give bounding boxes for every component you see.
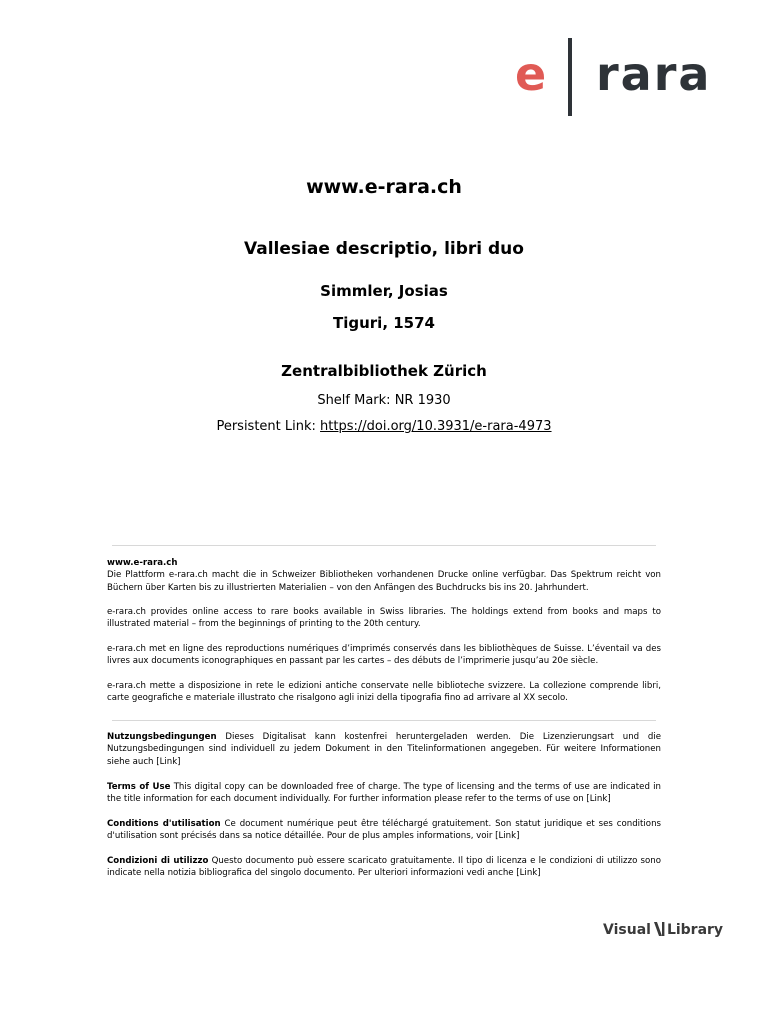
terms-en — [107, 781, 661, 806]
about-text-it: e-rara.ch mette a disposizione in rete le edizioni antiche conservate nelle biblioteche svizzere. La collezione comprende libri, carte geografiche e materiale illustrato che risalgono agli inizi della tipografia fino ad arrivare al XX secolo. — [107, 681, 661, 704]
persistent-link — [0, 419, 768, 434]
terms-text-en: This digital copy can be downloaded free of charge. The type of licensing and the terms of use are indicated in the title information for each document individually. For further information please refer to the terms of use on [Link] — [107, 782, 661, 805]
about-text-en: e-rara.ch provides online access to rare books available in Swiss libraries. The holdings extend from books and maps to illustrated material – from the beginnings of printing to the 20th century. — [107, 607, 661, 630]
divider — [112, 545, 656, 546]
terms-label-it: Condizioni di utilizzo — [107, 856, 209, 866]
about-it — [107, 680, 661, 705]
about-text-de: Die Plattform e-rara.ch macht die in Schweizer Bibliotheken vorhandenen Drucke online verfügbar. Das Spektrum reicht von Büchern über Karten bis zu illustrierten Materialien – von den Anfängen des Buchdrucks bis ins 20. Jahrhundert. — [107, 570, 661, 593]
terms-label-fr: Conditions d'utilisation — [107, 819, 221, 829]
visual-library-logo — [603, 920, 723, 940]
logo-e: e — [515, 47, 547, 101]
terms-it — [107, 855, 661, 880]
visual-library-logo-right: Library — [666, 922, 724, 938]
terms-label-en: Terms of Use — [107, 782, 171, 792]
visual-library-mark-icon — [653, 921, 665, 937]
persistent-link-url[interactable]: https://doi.org/10.3931/e-rara-4973 — [320, 419, 552, 434]
persistent-link-label: Persistent Link: — [216, 419, 316, 434]
site-url: www.e-rara.ch — [306, 176, 462, 198]
about-fr — [107, 643, 661, 668]
terms-label-de: Nutzungsbedingungen — [107, 732, 217, 742]
visual-library-logo-left: Visual — [603, 922, 651, 938]
e-rara-logo — [508, 38, 723, 118]
terms-text-it: Questo documento può essere scaricato gratuitamente. Il tipo di licenza e le condizioni di utilizzo sono indicate nella notizia bibliografica del singolo documento. Per ulteriori informazioni vedi anche [Link] — [107, 856, 661, 879]
holding-library: Zentralbibliothek Zürich — [281, 362, 487, 380]
about-de — [107, 557, 661, 594]
document-author: Simmler, Josias — [320, 282, 448, 300]
terms-text-fr: Ce document numérique peut être téléchargé gratuitement. Son statut juridique et ses conditions d'utilisation sont précisés dans sa notice détaillée. Pour de plus amples informations, voir [Link] — [107, 819, 661, 842]
document-imprint: Tiguri, 1574 — [333, 314, 435, 332]
terms-text-de: Dieses Digitalisat kann kostenfrei heruntergeladen werden. Die Lizenzierungsart und die Nutzungsbedingungen sind individuell zu jedem Dokument in den Titelinformationen angegeben. Für weitere Informationen siehe auch [Link] — [107, 732, 661, 767]
document-title: Vallesiae descriptio, libri duo — [244, 239, 524, 259]
terms-fr — [107, 818, 661, 843]
shelf-mark: Shelf Mark: NR 1930 — [317, 393, 451, 408]
about-en — [107, 606, 661, 631]
about-heading: www.e-rara.ch — [107, 558, 178, 568]
divider — [112, 720, 656, 721]
logo-divider — [568, 38, 572, 116]
about-text-fr: e-rara.ch met en ligne des reproductions numériques d’imprimés conservés dans les bibliothèques de Suisse. L’éventail va des livres aux documents iconographiques en passant par les cartes – des débuts de l’imprimerie jusqu’au 20e siècle. — [107, 644, 661, 667]
terms-de — [107, 731, 661, 768]
logo-rara: rara — [596, 47, 712, 101]
